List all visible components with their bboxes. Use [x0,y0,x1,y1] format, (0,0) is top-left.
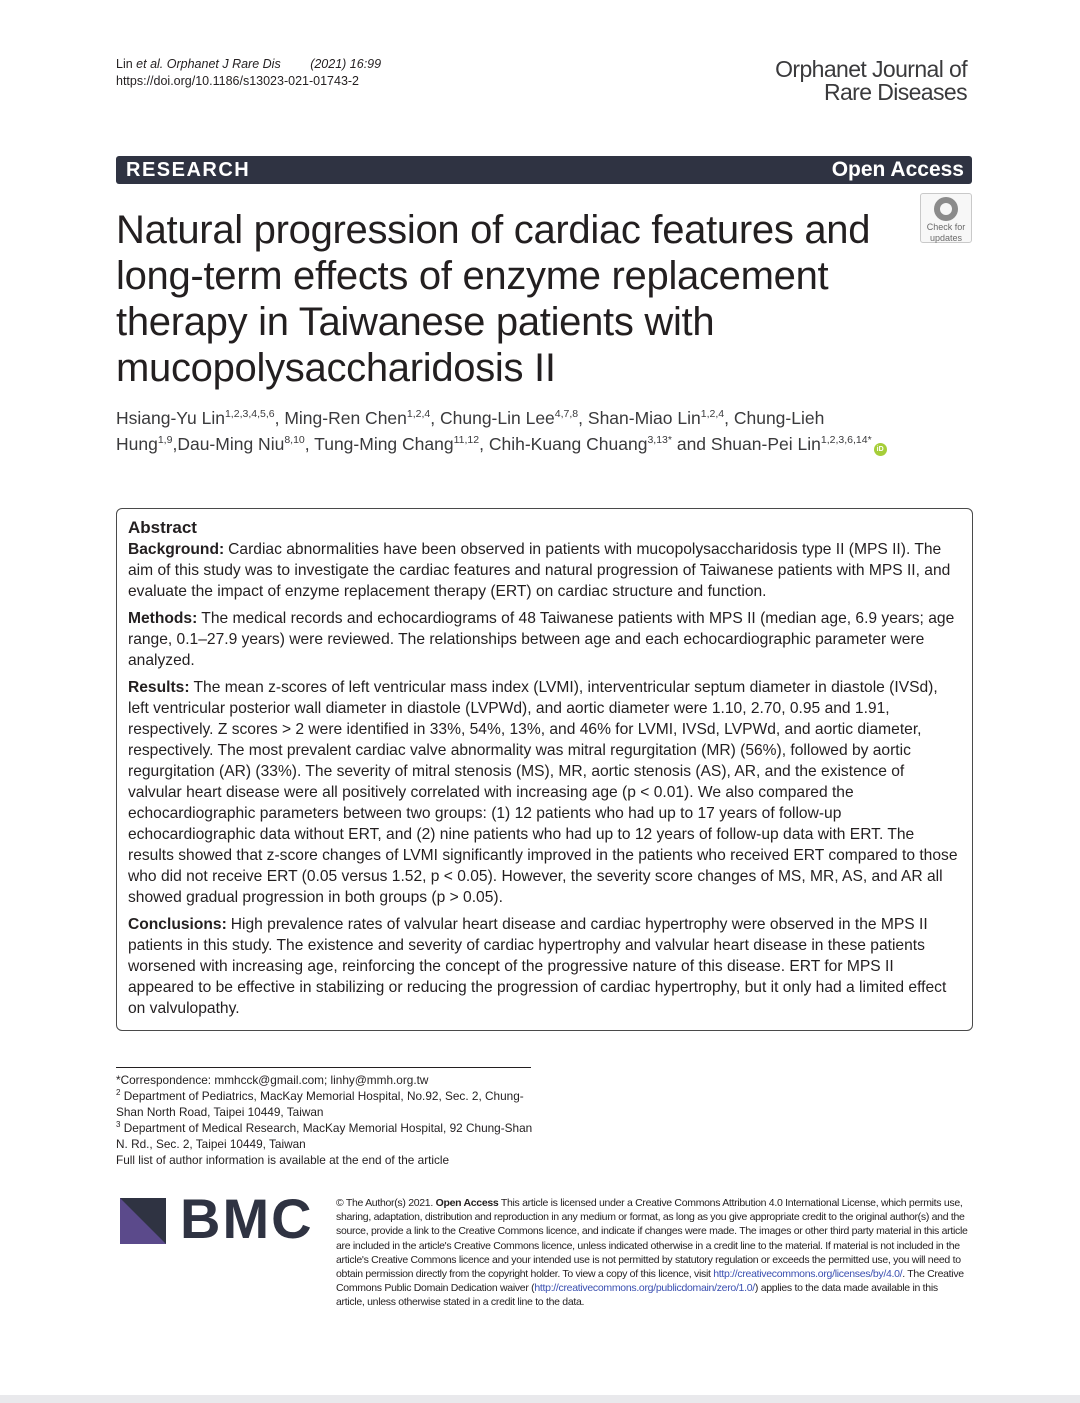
author-affiliation: 1,2,4 [700,408,725,420]
author-separator: , [724,408,734,428]
viewer-bottom-edge [0,1395,1080,1403]
journal-name-line2: Rare Diseases [823,79,967,105]
article-type-banner [116,156,972,184]
journal-name [775,58,967,104]
author-affiliation: 11,12 [453,434,480,446]
license-statement [336,1196,968,1310]
conclusions-text: High prevalence rates of valvular heart disease and cardiac hypertrophy were observed in the MPS II patients in this study. The existence and severity of cardiac hypertrophy and valvular heart disease in these patients worsened with increasing age, reinforcing the concept of the progressive nature of this disease. ERT for MPS II appeared to be effective in stabilizing or reducing the progression of cardiac hypertrophy, but it only had a limited effect on valvulopathy. [128,916,947,1017]
results-label: Results: [128,679,190,696]
abstract-results [128,677,962,908]
license-open-access: Open Access [435,1197,499,1209]
methods-text: The medical records and echocardiograms of 48 Taiwanese patients with MPS II (median age, 6.9 years; age range, 0.1–27.9 years) were reviewed. The relationships between age and each echocardiographic parameter were analyzed. [128,610,955,669]
author-list [116,405,916,457]
conclusions-label: Conclusions: [128,916,227,933]
citation-authors: Lin [116,57,133,71]
check-updates-icon [934,197,958,221]
affiliation-2-number: 2 [116,1088,121,1097]
abstract-heading: Abstract [128,518,197,537]
author-separator: , [172,434,178,454]
abstract-methods [128,608,962,671]
author-separator: , [578,408,588,428]
author-name: Ming-Ren Chen [284,408,407,428]
affiliation-3 [116,1120,536,1152]
license-text-3: ) applies to the data made available in this article, unless otherwise stated in a credit line to the data. [336,1282,938,1309]
citation-etal: et al. [136,57,164,71]
author-name: Chung-Lieh Hung [116,408,825,454]
bmc-logo-text: BMC [180,1187,314,1250]
citation-line [116,56,381,73]
check-updates-line2: updates [929,233,963,243]
author-name: Hsiang-Yu Lin [116,408,225,428]
author-name: Tung-Ming Chang [314,434,454,454]
affiliation-3-text: Department of Medical Research, MacKay Memorial Hospital, 92 Chung-Shan N. Rd., Sec. 2, Taipei 10449, Taiwan [116,1121,533,1151]
results-text: The mean z-scores of left ventricular mass index (LVMI), interventricular septum diameter in diastole (IVSd), left ventricular posterior wall diameter in diastole (LVPWd), and aortic diameter were 1.10, 2.70, 0.95 and 1.91, respectively. Z scores > 2 were identified in 33%, 54%, 13%, and 46% for LVMI, IVSd, LVPWd, and aortic diameter, respectively. The most prevalent cardiac valve abnormality was mitral regurgitation (MR) (56%), followed by aortic regurgitation (AR) (33%). The severity of mitral stenosis (MS), MR, aortic stenosis (AS), AR, and the existence of valvular heart disease were all positively correlated with increasing age (p < 0.01). We also compared the echocardiographic parameters between two groups: (1) 12 patients who had up to 17 years of follow-up echocardiographic data without ERT, and (2) nine patients who had up to 12 years of follow-up data with ERT. The results showed that z-score changes of LVMI significantly improved in the patients who received ERT compared to those who did not receive ERT (0.05 versus 1.52, p < 0.05). However, the severity score changes of MS, MR, AS, and AR all showed gradual progression in both groups (p > 0.05). [128,679,958,906]
author-affiliation: 1,2,4 [406,408,431,420]
author-separator: , [430,408,440,428]
license-cc-by-link[interactable]: http://creativecommons.org/licenses/by/4.0/ [713,1268,903,1281]
abstract-conclusions [128,914,962,1019]
author-affiliation: 3,13* [647,434,672,446]
citation-year-volume: (2021) 16:99 [310,57,382,71]
affiliation-2 [116,1088,536,1120]
methods-label: Methods: [128,610,198,627]
citation-journal: Orphanet J Rare Dis [166,57,281,71]
article-type: RESEARCH [126,159,251,181]
citation-block [116,56,381,90]
correspondence-note: *Correspondence: mmhcck@gmail.com; linhy@mmh.org.tw [116,1073,429,1087]
abstract-background [128,539,962,602]
bmc-logo-mark-icon [120,1198,166,1244]
author-affiliation: 1,9 [157,434,173,446]
author-name: Chung-Lin Lee [439,408,555,428]
article-title: Natural progression of cardiac features and long-term effects of enzyme replacement therapy in Taiwanese patients with mucopolysaccharidosis II [116,208,871,390]
author-name: Dau-Ming Niu [177,434,285,454]
license-text-2: . The Creative Commons Public Domain Dedication waiver ( [336,1268,964,1295]
author-separator: , [304,434,315,454]
author-name: Chih-Kuang Chuang [488,434,648,454]
bmc-logo [120,1187,320,1250]
author-separator: , [274,408,285,428]
license-text-1: This article is licensed under a Creative Commons Attribution 4.0 International License, which permits use, sharing, adaptation, distribution and reproduction in any medium or format, as long as you give appropriate credit to the original author(s) and the source, provide a link to the Creative Commons licence, and indicate if changes were made. The images or other third party material in this article are included in the article's Creative Commons licence, unless indicated otherwise in a credit line to the material. If material is not included in the article's Creative Commons licence and your intended use is not permitted by statutory regulation or exceeds the permitted use, you will need to obtain permission directly from the copyright holder. To view a copy of this licence, visit [336,1197,968,1281]
check-updates-line1: Check for [926,222,966,232]
orcid-icon[interactable]: iD [874,443,887,456]
background-label: Background: [128,541,225,558]
affiliation-3-number: 3 [116,1120,121,1129]
check-for-updates-badge[interactable] [920,193,972,243]
journal-name-line1: Orphanet Journal of [775,56,967,82]
license-copyright: © The Author(s) 2021. [336,1197,436,1209]
author-affiliation: 1,2,3,6,14* [820,434,872,446]
footnotes [116,1072,536,1168]
author-name: Shuan-Pei Lin [710,434,821,454]
license-cc0-link[interactable]: http://creativecommons.org/publicdomain/zero/1.0/ [534,1282,755,1295]
footnote-divider [116,1067,531,1068]
full-author-info-note: Full list of author information is available at the end of the article [116,1153,450,1167]
doi-link[interactable]: https://doi.org/10.1186/s13023-021-01743-2 [116,74,360,88]
author-name: Shan-Miao Lin [587,408,701,428]
open-access-label: Open Access [831,158,964,181]
author-separator: and [671,434,711,454]
author-affiliation: 4,7,8 [554,408,579,420]
author-affiliation: 8,10 [284,434,305,446]
author-affiliation: 1,2,3,4,5,6 [224,408,275,420]
author-separator: , [479,434,489,454]
abstract-box [116,508,973,1031]
affiliation-2-text: Department of Pediatrics, MacKay Memorial Hospital, No.92, Sec. 2, Chung-Shan North Road, Taipei 10449, Taiwan [116,1089,524,1119]
background-text: Cardiac abnormalities have been observed in patients with mucopolysaccharidosis type II (MPS II). The aim of this study was to investigate the cardiac features and natural progression of Taiwanese patients with MPS II, and evaluate the impact of enzyme replacement therapy (ERT) on cardiac structure and function. [128,541,951,600]
